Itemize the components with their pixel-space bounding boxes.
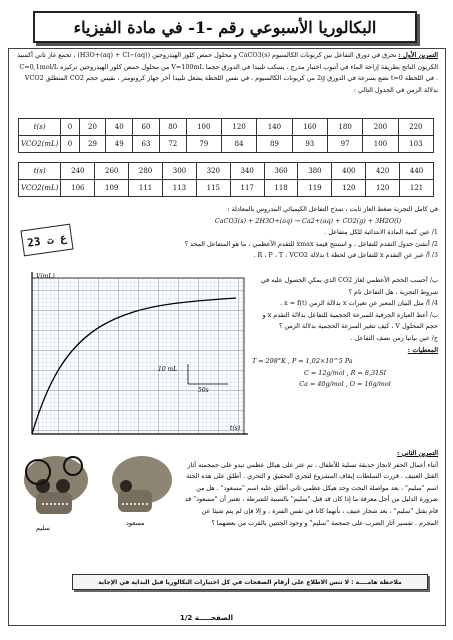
skull-caption-right: مسعود — [126, 519, 145, 527]
table-cell: 360 — [264, 163, 298, 180]
table-row — [19, 180, 434, 197]
data-table-2 — [18, 162, 434, 197]
given-line-2: C = 12g/mol , R = 8,31SI — [303, 368, 387, 377]
table-cell: 180 — [327, 119, 362, 136]
question-3b: ب/ أحسب الحجم الأعظمي لغاز CO2 الذي يمكن الحصول عليه في شروط التجربة ، هل التفاعل تام ؟ — [260, 276, 438, 296]
x-axis-label: t(s) — [230, 425, 241, 432]
exercise2-block — [182, 448, 438, 529]
table-cell: 0 — [61, 119, 79, 136]
table-cell: 100 — [186, 119, 221, 136]
table-cell: 115 — [196, 180, 230, 197]
table-cell: 120 — [366, 180, 400, 197]
table-cell: 49 — [106, 136, 133, 153]
scale-t-label: 50s — [198, 387, 209, 394]
table-header-cell: t(s) — [19, 163, 61, 180]
table-cell: 121 — [400, 180, 434, 197]
table-cell: 113 — [162, 180, 196, 197]
skull-caption-left: سليم — [36, 524, 50, 532]
question-4: 4/ أ/ مثل البيان المعبر عن تغيرات x بدلالة الزمن x = f(t) . — [280, 299, 438, 308]
table-cell: 60 — [133, 119, 160, 136]
skull-image-salim — [18, 452, 96, 520]
given-line-1: T = 298°K , P = 1,02×10^5 Pa — [252, 357, 353, 366]
table-cell: 106 — [61, 180, 95, 197]
table-cell: 72 — [159, 136, 186, 153]
table-cell: 63 — [133, 136, 160, 153]
table-cell: 109 — [95, 180, 129, 197]
given-line-3: Ca = 40g/mol , O = 16g/mol — [299, 380, 391, 389]
table-cell: 160 — [292, 119, 327, 136]
table-header-cell: VCO2(mL) — [19, 180, 61, 197]
stamp: 2ع ت 3 — [20, 224, 73, 257]
scale-v-label: 10 mL — [158, 366, 178, 373]
table-cell: 80 — [159, 119, 186, 136]
table-header-cell: t(s) — [19, 119, 61, 136]
page-title-box — [33, 11, 417, 43]
graph-vco2-vs-time — [18, 270, 250, 446]
table-cell: 420 — [366, 163, 400, 180]
table-cell: 380 — [298, 163, 332, 180]
table-row — [19, 163, 434, 180]
questions-intro: في كامل التجربة ضغط الغاز ثابت ، نمذج التفاعل الكيميائي المدروس بالمعادلة : — [227, 205, 438, 213]
exercise1-intro — [16, 50, 438, 96]
important-note: ملاحظة هامــــة : لا تنس الاطلاع على أرقام الصفحات في كل اختبارات البكالوريا قبل البداية في الإجابة — [98, 578, 402, 586]
table-header-cell: VCO2(mL) — [19, 136, 61, 153]
exercise1-text: نحرق في دورق التفاعل بين كربونات الكالسيوم CaCO3(s) و محلول حمض كلور الهيدروجين (H3O+(aq) + Cl−(aq)) ، تجمع غاز ثاني أكسيد الكربون الناتج بطريقة إزاحة الماء في أنبوب اختبار مدرج ، يسكب تلبيدا في الدورق حجما V=100mL من محلول حمض كلور الهيدروجين تركيزه C=0,1mol/L . في اللحظة t=0 نضع بسرعة في الدورق 2g من كربونات الكالسيوم ، في نفس اللحظة يشغل تلبيدا آخر جهاز كرونومتر ، نقيس حجم CO2 المنطلق VCO2 بدلالة الزمن في الجدول التالي : — [17, 51, 438, 94]
question-1: 1/ عين كمية المادة الابتدائية للكل متفاعل . — [324, 228, 438, 237]
table-cell: 97 — [327, 136, 362, 153]
exercise2-label: التمرين الثاني : — [396, 449, 438, 457]
table-cell: 111 — [129, 180, 163, 197]
questions-block-2 — [252, 275, 438, 391]
table-cell: 103 — [398, 136, 433, 153]
question-2: 2/ أنشئ جدول التقدم للتفاعل ، و استنتج قيمة xmax للتقدم الأعظمي ، ما هو المتفاعل المحد ؟ — [184, 239, 438, 248]
data-table-1 — [18, 118, 434, 153]
table-cell: 100 — [363, 136, 398, 153]
reaction-equation: CaCO3(s) + 2H3O+(aq) → Ca2+(aq) + CO2(g) + 3H2O(l) — [214, 216, 402, 225]
table-row — [19, 136, 434, 153]
table-cell: 20 — [79, 119, 106, 136]
question-3: 3/ أ/ عبر عن التقدم x للتفاعل في لحظة t بدلالة R ، P ، T ، VCO2 . — [253, 251, 438, 260]
table-cell: 240 — [61, 163, 95, 180]
table-cell: 117 — [230, 180, 264, 197]
given-label: المعطيات : — [407, 345, 438, 354]
table-cell: 79 — [186, 136, 221, 153]
table-cell: 29 — [79, 136, 106, 153]
important-note-box — [72, 574, 428, 590]
table-cell: 118 — [264, 180, 298, 197]
table-cell: 140 — [257, 119, 292, 136]
page-title: البكالوريا الأسبوعي رقم -1- في مادة الفيزياء — [73, 17, 377, 37]
table-cell: 120 — [332, 180, 366, 197]
table-cell: 40 — [106, 119, 133, 136]
table-cell: 300 — [162, 163, 196, 180]
graph-grid — [32, 278, 244, 434]
table-cell: 220 — [398, 119, 433, 136]
table-cell: 400 — [332, 163, 366, 180]
table-cell: 119 — [298, 180, 332, 197]
table-cell: 320 — [196, 163, 230, 180]
skull-image-masoud — [104, 452, 176, 518]
table-cell: 440 — [400, 163, 434, 180]
y-axis-label: V(mL) — [36, 273, 55, 280]
table-cell: 280 — [129, 163, 163, 180]
exercise1-label: التمرين الأول : — [398, 51, 438, 59]
question-4b: ب/ أعط العبارة الحرفية للسرعة الحجمية للتفاعل بدلالة التقدم x و حجم المحلول V ، كيف تتغير السرعة الحجمية بدلالة الزمن ؟ — [262, 310, 438, 331]
question-5: ج/ عين بيانيا زمن نصف التفاعل . — [350, 333, 438, 342]
exercise2-text: أثناء أعمال الحفر لانجاز حديقة تسلية للأطفال ، تم عثر على هيكل عظمي تبدو على جمجمته آثار القتل العنيف . قررت السلطات إيقاف المشروع لتجري التحقيق و التحري . أطلق على هذه الجثة اسم "سليم" ، بعد مواصلة البحث وجد هيكل عظمي ثاني أطلق عليه اسم "مسعود" . هل من ضرورة الدليل من أجل معرفة ما إذا كان قد قتل "سليم" بالنسبة للشرطة ، تعتبر أن "مسعود" قد قام بقتل "سليم" ، بعد شجار عنيف ، بأنهما كانا في نفس الفترة ، و إلا فإن لم يتم شيئا عن المجرم . تفسير آثار الضرب على جمجمة "سليم" و وجود الجثتين بالقرب من بعضهما ؟ — [184, 460, 438, 527]
table-cell: 340 — [230, 163, 264, 180]
table-cell: 93 — [292, 136, 327, 153]
table-cell: 200 — [363, 119, 398, 136]
table-cell: 120 — [221, 119, 256, 136]
questions-block — [178, 204, 438, 262]
table-cell: 0 — [61, 136, 79, 153]
page-number: الصفحـــــة 1/2 — [180, 614, 233, 622]
table-cell: 89 — [257, 136, 292, 153]
table-row — [19, 119, 434, 136]
table-cell: 260 — [95, 163, 129, 180]
table-cell: 84 — [221, 136, 256, 153]
